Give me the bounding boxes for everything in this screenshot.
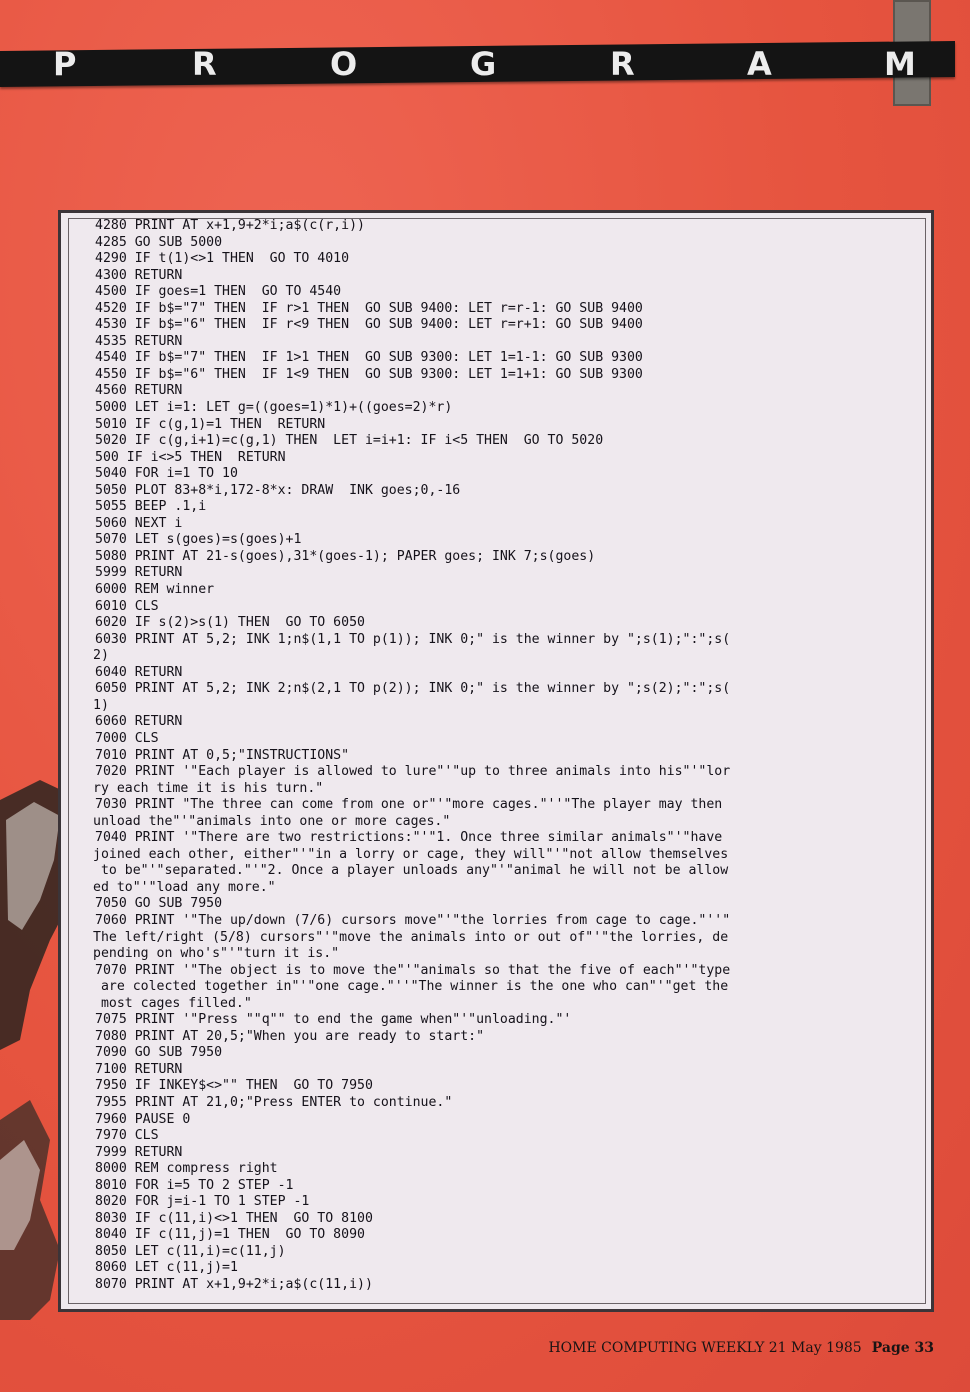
program-listing: [95, 218, 915, 1294]
page-number: Page 33: [871, 1340, 934, 1356]
code-line: 500 IF i<>5 THEN RETURN: [95, 449, 286, 465]
banner-letter: O: [330, 45, 358, 83]
banner-letter: A: [747, 45, 772, 83]
code-line-continuation: to be"'"separated."'"2. Once a player unloads any"'"animal he will not be allow: [93, 863, 729, 879]
code-line: 8010 FOR i=5 TO 2 STEP -1: [95, 1177, 294, 1193]
code-line: 4520 IF b$="7" THEN IF r>1 THEN GO SUB 9400: LET r=r-1: GO SUB 9400: [95, 300, 643, 316]
code-line: 7999 RETURN: [95, 1144, 183, 1160]
code-line: 7010 PRINT AT 0,5;"INSTRUCTIONS": [95, 747, 350, 763]
code-line: 6060 RETURN: [95, 714, 183, 730]
code-line: 5050 PLOT 83+8*i,172-8*x: DRAW INK goes;0,-16: [95, 482, 461, 498]
code-line: 7060 PRINT '"The up/down (7/6) cursors move"'"the lorries from cage to cage."''": [95, 912, 731, 928]
code-line: 5060 NEXT i: [95, 515, 183, 531]
code-line: 8060 LET c(11,j)=1: [95, 1260, 238, 1276]
banner-letter: G: [470, 45, 497, 83]
code-line: 7960 PAUSE 0: [95, 1111, 191, 1127]
code-line: 7955 PRINT AT 21,0;"Press ENTER to continue.": [95, 1094, 453, 1110]
code-line: 5080 PRINT AT 21-s(goes),31*(goes-1); PAPER goes; INK 7;s(goes): [95, 548, 596, 564]
code-line: 7040 PRINT '"There are two restrictions:"'"1. Once three similar animals"'"have: [95, 830, 723, 846]
code-line: 4280 PRINT AT x+1,9+2*i;a$(c(r,i)): [95, 218, 365, 233]
code-line: 8050 LET c(11,i)=c(11,j): [95, 1243, 286, 1259]
code-line: 4300 RETURN: [95, 267, 183, 283]
code-line-continuation: ry each time it is his turn.": [93, 780, 324, 796]
code-line: 7020 PRINT '"Each player is allowed to lure"'"up to three animals into his"'"lor: [95, 764, 731, 780]
code-line: 5000 LET i=1: LET g=((goes=1)*1)+((goes=2)*r): [95, 400, 453, 416]
code-line: 4290 IF t(1)<>1 THEN GO TO 4010: [95, 251, 350, 267]
code-line: 7100 RETURN: [95, 1061, 183, 1077]
code-line: 7970 CLS: [95, 1128, 159, 1144]
code-line: 7075 PRINT '"Press ""q"" to end the game when"'"unloading."': [95, 1012, 572, 1028]
code-line: 6030 PRINT AT 5,2; INK 1;n$(1,1 TO p(1)); INK 0;" is the winner by ";s(1);":";s(: [95, 631, 731, 647]
code-line: 8040 IF c(11,j)=1 THEN GO TO 8090: [95, 1227, 365, 1243]
code-line: 4530 IF b$="6" THEN IF r<9 THEN GO SUB 9400: LET r=r+1: GO SUB 9400: [95, 317, 643, 333]
banner-letter: P: [53, 45, 77, 83]
code-line: 5020 IF c(g,i+1)=c(g,1) THEN LET i=i+1: IF i<5 THEN GO TO 5020: [95, 433, 604, 449]
magazine-issue: HOME COMPUTING WEEKLY 21 May 1985: [548, 1340, 862, 1356]
code-line: 7090 GO SUB 7950: [95, 1045, 223, 1061]
banner-letter: R: [610, 45, 635, 83]
code-line: 6000 REM winner: [95, 582, 215, 598]
code-line-continuation: most cages filled.": [93, 995, 252, 1011]
code-line-continuation: 2): [93, 648, 109, 664]
code-line: 4560 RETURN: [95, 383, 183, 399]
code-line-continuation: pending on who's"'"turn it is.": [93, 946, 340, 962]
code-line-continuation: joined each other, either"'"in a lorry or cage, they will"'"not allow themselves: [93, 846, 729, 862]
code-line-continuation: unload the"'"animals into one or more cages.": [93, 813, 451, 829]
code-line: 5055 BEEP .1,i: [95, 499, 207, 515]
code-line: 8070 PRINT AT x+1,9+2*i;a$(c(11,i)): [95, 1277, 373, 1292]
code-line: 5999 RETURN: [95, 565, 183, 581]
code-line: 8030 IF c(11,i)<>1 THEN GO TO 8100: [95, 1210, 373, 1226]
code-line: 6020 IF s(2)>s(1) THEN GO TO 6050: [95, 615, 365, 631]
code-line: 7050 GO SUB 7950: [95, 896, 223, 912]
code-line: 7000 CLS: [95, 730, 159, 746]
code-line: 7030 PRINT "The three can come from one or"'"more cages."''"The player may then: [95, 797, 723, 813]
code-line: 4550 IF b$="6" THEN IF 1<9 THEN GO SUB 9300: LET 1=1+1: GO SUB 9300: [95, 366, 643, 382]
code-line: 4535 RETURN: [95, 333, 183, 349]
code-line: 7070 PRINT '"The object is to move the"'"animals so that the five of each"'"type: [95, 962, 731, 978]
code-line-continuation: The left/right (5/8) cursors"'"move the animals into or out of"'"the lorries, de: [93, 929, 729, 945]
code-line-continuation: are colected together in"'"one cage."''"The winner is the one who can"'"get the: [93, 979, 729, 995]
code-line: 5070 LET s(goes)=s(goes)+1: [95, 532, 302, 548]
banner-letter: M: [884, 45, 916, 83]
code-line: 6010 CLS: [95, 598, 159, 614]
code-line-continuation: ed to"'"load any more.": [93, 879, 276, 895]
code-line: 7950 IF INKEY$<>"" THEN GO TO 7950: [95, 1078, 373, 1094]
code-line: 4285 GO SUB 5000: [95, 234, 223, 250]
page-footer: [548, 1340, 934, 1356]
code-line: 5010 IF c(g,1)=1 THEN RETURN: [95, 416, 326, 432]
code-line: 6050 PRINT AT 5,2; INK 2;n$(2,1 TO p(2)); INK 0;" is the winner by ";s(2);":";s(: [95, 681, 731, 697]
code-line: 8000 REM compress right: [95, 1161, 278, 1177]
code-line: 4500 IF goes=1 THEN GO TO 4540: [95, 284, 342, 300]
code-line-continuation: 1): [93, 697, 109, 713]
code-line: 6040 RETURN: [95, 664, 183, 680]
code-line: 4540 IF b$="7" THEN IF 1>1 THEN GO SUB 9300: LET 1=1-1: GO SUB 9300: [95, 350, 643, 366]
code-line: 5040 FOR i=1 TO 10: [95, 466, 238, 482]
banner-letter: R: [192, 45, 217, 83]
code-line: 7080 PRINT AT 20,5;"When you are ready to start:": [95, 1028, 485, 1044]
code-line: 8020 FOR j=i-1 TO 1 STEP -1: [95, 1194, 310, 1210]
